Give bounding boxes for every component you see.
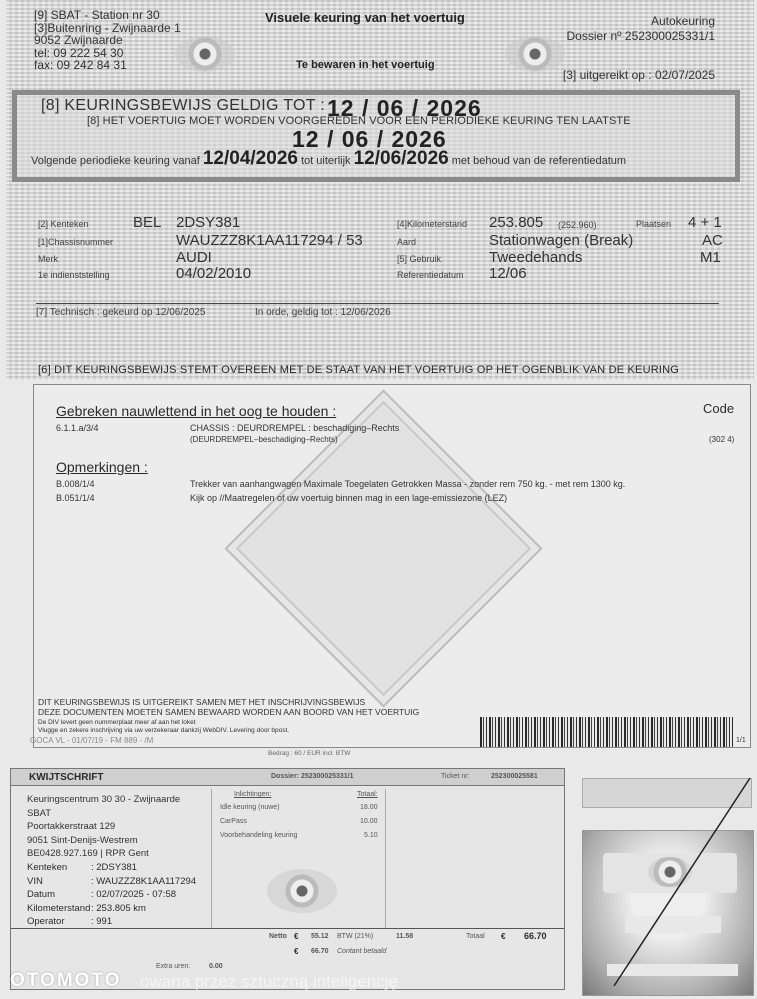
station-phone: tel: 09 222 54 30 (34, 45, 124, 60)
vehicle-category: M1 (700, 249, 721, 266)
conformity-statement: [6] DIT KEURINGSBEWIJS STEMT OVEREEN MET DE STAAT VAN HET VOERTUIG OP HET OGENBLIK VAN DE KEURING (38, 364, 680, 376)
chassis-number: WAUZZZ8K1AA117294 / 53 (176, 232, 363, 249)
code-header: Code (703, 401, 735, 416)
ticket-number: 252300025581 (491, 773, 538, 780)
station-address: [3]Buitenring - Zwijnaarde 1 (34, 20, 181, 35)
technical-valid-until: In orde, geldig tot : 12/06/2026 (255, 307, 391, 318)
fee-table: Inlichtingen: Totaal: Idle keuring (nuwe) 18.00 CarPass 10.00 Voorbehandeling keuring 5.10 (211, 789, 386, 929)
divider (11, 928, 564, 929)
reference-date-label: Referentiedatum (397, 270, 464, 280)
station-name: [9] SBAT - Station nr 30 (34, 8, 160, 22)
remark-text: Kijk op //Maatregelen of uw voertuig binnen mag in een lage-emissiezone (LEZ) (190, 493, 508, 503)
valid-until-date: 12 / 06 / 2026 (327, 95, 482, 121)
remark-ref: B.051/1/4 (56, 493, 95, 503)
page-indicator: 1/1 (736, 737, 746, 744)
plate-label: [2] Kenteken (38, 219, 89, 229)
station-fax: fax: 09 242 84 31 (34, 58, 127, 72)
make-label: Merk (38, 254, 58, 264)
use-value: Tweedehands (489, 249, 583, 266)
station-city: 9052 Zwijnaarde (34, 33, 123, 47)
receipt-fields (27, 861, 196, 929)
next-inspection-window: Volgende periodieke keuring vanaf 12/04/2026 tot uiterlijk 12/06/2026 met behoud van de referentiedatum (31, 148, 627, 169)
receipt-dossier: Dossier: 252300025331/1 (271, 773, 354, 780)
issue-date: [3] uitgereikt op : 02/07/2025 (562, 68, 715, 82)
km-label: [4]Kilometerstand (397, 219, 468, 229)
chassis-label: [1]Chassisnummer (38, 237, 114, 247)
defect-description-detail: (DEURDREMPEL–beschadiging–Rechts) (190, 435, 338, 444)
btw-amount: 11.58 (396, 933, 414, 940)
field-row: Kilometerstand : 253.805 km (27, 902, 146, 914)
make-value: AUDI (176, 249, 212, 266)
kind-value: Stationwagen (Break) (489, 232, 634, 249)
amount-note: Bedrag : 60 / EUR incl. BTW (268, 750, 351, 757)
field-row: Kenteken : 2DSY381 (27, 862, 137, 873)
seats-label: Plaatsen (636, 219, 672, 229)
inspection-deadline-date: 12 / 06 / 2026 (292, 126, 447, 152)
field-row: Operator : 991 (27, 916, 113, 927)
receipt-title: KWIJTSCHRIFT (29, 772, 104, 783)
extra-amount: 0.00 (209, 963, 223, 970)
divider (36, 303, 719, 304)
kind-code: AC (702, 232, 723, 249)
first-registration-label: 1e indienststelling (38, 270, 110, 280)
next-to-date: 12/06/2026 (353, 148, 449, 169)
kind-label: Aard (397, 237, 417, 247)
notice-line-1: DIT KEURINGSBEWIJS IS UITGEREIKT SAMEN MET HET INSCHRIJVINGSBEWIJS (38, 697, 366, 707)
next-from-date: 12/04/2026 (202, 148, 298, 169)
netto-amount: 55.12 (311, 933, 329, 940)
ticket-label: Ticket nr: (441, 773, 470, 780)
field-row: Datum : 02/07/2025 - 07:58 (27, 889, 177, 900)
receipt-station: Keuringscentrum 30 30 - Zwijnaarde SBAT Poortakkerstraat 129 9051 Sint-Denijs-Westrem BE0428.927.169 | RPR Gent (27, 794, 181, 859)
plate-country: BEL (133, 214, 162, 231)
km-value: 253.805 (489, 214, 544, 231)
inspection-type: Autokeuring (650, 14, 715, 28)
receipt: KWIJTSCHRIFT Dossier: 252300025331/1 Ticket nr: 252300025581 Keuringscentrum 30 30 - Zwijnaarde SBAT Poortakkerstraat 129 9051 Sint-Denijs-Westrem BE0428.927.169 | RPR Gent Kenteken : 2DSY381 VIN : WAUZZZ8K1AA117294 Datum : 02/07/2025 - 07:58 Kilometerstand : 253.805 km Operator : 991 Inlichtingen: Totaal: Idle keuring (nuwe) 18.00 CarPass 10.00 Voorbehandeling keuring 5.10 Netto € 55.12 BTW (21%) 11.58 Totaal € 66.70 € 66.70 Contant betaald Extra uren: 0.00 (10, 768, 565, 990)
defect-description: CHASSIS : DEURDREMPEL : beschadiging–Rechts (190, 423, 400, 433)
station-info (34, 9, 181, 72)
stamp-area (572, 770, 752, 992)
document-title: Visuele keuring van het voertuig (265, 10, 465, 25)
field-row: VIN : WAUZZZ8K1AA117294 (27, 875, 197, 887)
technical-approval: [7] Technisch : gekeurd op 12/06/2025 (36, 307, 206, 318)
eye-logo-icon (267, 869, 337, 913)
first-registration-date: 04/02/2010 (176, 265, 252, 282)
km-previous: (252.960) (558, 220, 597, 230)
ai-watermark-text: owana przez sztuczną inteligencję (140, 972, 398, 991)
dossier-number: Dossier nº 252300025331/1 (566, 29, 715, 43)
use-label: [5] Gebruik (397, 254, 442, 264)
notice-line-4: Vlugge en zekere inschrijving via uw verzekeraar dankzij WebDIV. Levering door bpost. (38, 727, 290, 734)
plate-number: 2DSY381 (176, 214, 241, 231)
defect-code: (302 4) (709, 435, 735, 444)
eye-logo-icon (505, 36, 565, 72)
barcode (480, 717, 733, 747)
reference-date: 12/06 (489, 265, 527, 282)
remark-text: Trekker van aanhangwagen Maximale Toegelaten Getrokken Massa - zonder rem 750 kg. - met rem 1300 kg. (190, 479, 626, 489)
remark-ref: B.008/1/4 (56, 479, 95, 489)
document-subtitle: Te bewaren in het voertuig (296, 59, 435, 71)
strike-through-line (572, 770, 752, 992)
total-amount: 66.70 (524, 931, 547, 941)
notice-line-3: De DIV levert geen nummerplaat meer af aan het loket (38, 719, 196, 726)
validity-box (12, 90, 740, 182)
otomoto-logo: OTOMOTO (10, 970, 122, 991)
seats-value: 4 + 1 (688, 214, 722, 231)
paid-amount: 66.70 (311, 948, 329, 955)
remarks-title: Opmerkingen : (56, 459, 148, 475)
eye-logo-icon (175, 36, 235, 72)
defects-title: Gebreken nauwlettend in het oog te houden : (56, 403, 337, 419)
validity-label: [8] KEURINGSBEWIJS GELDIG TOT : (41, 97, 326, 114)
defect-ref: 6.1.1.a/3/4 (56, 423, 99, 433)
periodic-inspection-notice: [8] HET VOERTUIG MOET WORDEN VOORGEREDEN VOOR EEN PERIODIEKE KEURING TEN LAATSTE (87, 115, 631, 127)
form-id: GOCA VL - 01/07/19 - FM 889 - /M (30, 736, 154, 745)
notice-line-2: DEZE DOCUMENTEN MOETEN SAMEN BEWAARD WORDEN AAN BOORD VAN HET VOERTUIG (38, 707, 420, 717)
